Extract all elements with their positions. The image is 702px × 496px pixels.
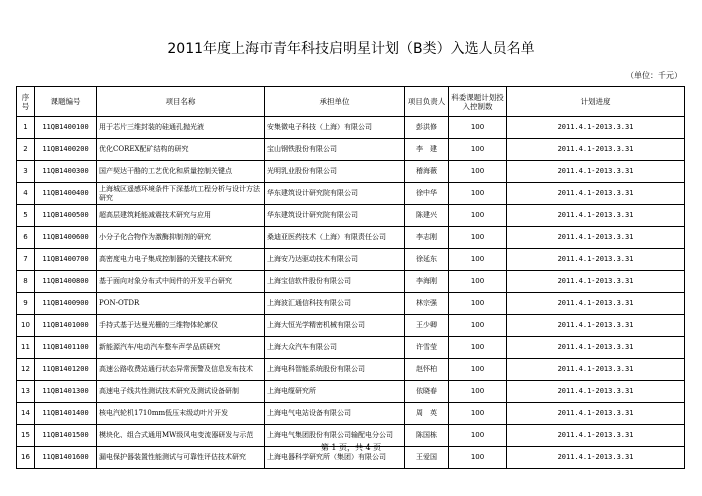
table-row: [17, 249, 685, 271]
row-person: 陈建兴: [405, 205, 449, 227]
row-project-name: 模块化、组合式通用MW级风电变流器研发与示范: [97, 425, 265, 447]
row-organization: 华东建筑设计研究院有限公司: [265, 183, 405, 205]
header-period: 计划进度: [507, 87, 685, 117]
row-code: 11QB1401300: [35, 381, 97, 403]
row-organization: 上海波汇通信科技有限公司: [265, 293, 405, 315]
row-organization: 上海电缆研究所: [265, 381, 405, 403]
row-project-name: 高密度电力电子集成控制器的关键技术研究: [97, 249, 265, 271]
row-period: 2011.4.1-2013.3.31: [507, 425, 685, 447]
header-code: 课题编号: [35, 87, 97, 117]
page-footer: 第 1 页，共 4 页: [320, 443, 382, 452]
table-row: [17, 315, 685, 337]
row-project-name: 用于芯片三维封装的硅通孔抛光液: [97, 117, 265, 139]
row-budget: 100: [449, 117, 507, 139]
table-row: [17, 271, 685, 293]
row-period: 2011.4.1-2013.3.31: [507, 271, 685, 293]
row-period: 2011.4.1-2013.3.31: [507, 161, 685, 183]
row-budget: 100: [449, 205, 507, 227]
row-code: 11QB1401400: [35, 403, 97, 425]
row-organization: 上海宝信软件股份有限公司: [265, 271, 405, 293]
row-organization: 上海电科智能系统股份有限公司: [265, 359, 405, 381]
row-period: 2011.4.1-2013.3.31: [507, 117, 685, 139]
row-project-name: 超高层建筑耗能减震技术研究与应用: [97, 205, 265, 227]
header-row: [17, 87, 685, 117]
table-row: [17, 139, 685, 161]
row-period: 2011.4.1-2013.3.31: [507, 359, 685, 381]
row-budget: 100: [449, 359, 507, 381]
row-project-name: 上海城区遥感环境条件下深基坑工程分析与设计方法研究: [97, 183, 265, 205]
row-budget: 100: [449, 139, 507, 161]
selection-table: [16, 86, 685, 469]
table-row: [17, 403, 685, 425]
row-budget: 100: [449, 381, 507, 403]
row-person: 周 英: [405, 403, 449, 425]
row-person: 许雪莹: [405, 337, 449, 359]
unit-note: （单位：千元）: [626, 71, 682, 80]
row-budget: 100: [449, 227, 507, 249]
table-row: [17, 161, 685, 183]
row-project-name: PON-OTDR: [97, 293, 265, 315]
row-person: 李志刚: [405, 227, 449, 249]
row-project-name: 新能源汽车/电动汽车整车声学品质研究: [97, 337, 265, 359]
row-seq: 5: [17, 205, 35, 227]
row-organization: 光明乳业股份有限公司: [265, 161, 405, 183]
row-period: 2011.4.1-2013.3.31: [507, 183, 685, 205]
row-code: 11QB1400200: [35, 139, 97, 161]
row-budget: 100: [449, 403, 507, 425]
document-title: 2011年度上海市青年科技启明星计划（B类）入选人员名单: [167, 41, 535, 57]
row-code: 11QB1401100: [35, 337, 97, 359]
row-project-name: 漏电保护器装置性能测试与可靠性评估技术研究: [97, 447, 265, 469]
row-person: 王少卿: [405, 315, 449, 337]
row-person: 徐中华: [405, 183, 449, 205]
header-budget: 科委课题计划投入控制数: [449, 87, 507, 117]
row-organization: 上海电气集团股份有限公司输配电分公司: [265, 425, 405, 447]
row-seq: 4: [17, 183, 35, 205]
row-period: 2011.4.1-2013.3.31: [507, 293, 685, 315]
row-budget: 100: [449, 315, 507, 337]
row-person: 赵怀柏: [405, 359, 449, 381]
row-period: 2011.4.1-2013.3.31: [507, 447, 685, 469]
header-name: 项目名称: [97, 87, 265, 117]
row-budget: 100: [449, 447, 507, 469]
row-seq: 1: [17, 117, 35, 139]
table-row: [17, 117, 685, 139]
row-budget: 100: [449, 293, 507, 315]
row-seq: 11: [17, 337, 35, 359]
row-code: 11QB1400400: [35, 183, 97, 205]
row-code: 11QB1401000: [35, 315, 97, 337]
row-person: 彭洪修: [405, 117, 449, 139]
row-organization: 桑迪亚医药技术（上海）有限责任公司: [265, 227, 405, 249]
row-organization: 上海电器科学研究所（集团）有限公司: [265, 447, 405, 469]
row-seq: 2: [17, 139, 35, 161]
row-organization: 上海大恒光学精密机械有限公司: [265, 315, 405, 337]
row-period: 2011.4.1-2013.3.31: [507, 381, 685, 403]
row-budget: 100: [449, 161, 507, 183]
row-organization: 华东建筑设计研究院有限公司: [265, 205, 405, 227]
row-period: 2011.4.1-2013.3.31: [507, 139, 685, 161]
row-code: 11QB1400300: [35, 161, 97, 183]
row-code: 11QB1400500: [35, 205, 97, 227]
row-project-name: 国产契达干酪的工艺优化和质量控制关键点: [97, 161, 265, 183]
row-budget: 100: [449, 271, 507, 293]
row-seq: 16: [17, 447, 35, 469]
row-budget: 100: [449, 425, 507, 447]
table-row: [17, 359, 685, 381]
table-row: [17, 183, 685, 205]
row-seq: 15: [17, 425, 35, 447]
row-code: 11QB1400600: [35, 227, 97, 249]
row-person: 陈国栋: [405, 425, 449, 447]
row-seq: 12: [17, 359, 35, 381]
row-person: 稽海薇: [405, 161, 449, 183]
table-row: [17, 337, 685, 359]
row-period: 2011.4.1-2013.3.31: [507, 403, 685, 425]
row-person: 李 建: [405, 139, 449, 161]
row-organization: 上海电气电站设备有限公司: [265, 403, 405, 425]
row-seq: 3: [17, 161, 35, 183]
row-code: 11QB1400900: [35, 293, 97, 315]
header-org: 承担单位: [265, 87, 405, 117]
row-seq: 9: [17, 293, 35, 315]
row-person: 依晓春: [405, 381, 449, 403]
row-code: 11QB1401200: [35, 359, 97, 381]
row-project-name: 核电汽轮机1710mm低压末级动叶片开发: [97, 403, 265, 425]
row-organization: 上海大众汽车有限公司: [265, 337, 405, 359]
row-period: 2011.4.1-2013.3.31: [507, 227, 685, 249]
row-project-name: 优化COREX配矿结构的研究: [97, 139, 265, 161]
row-project-name: 手持式基于达曼光栅的三维物体轮廓仪: [97, 315, 265, 337]
row-seq: 14: [17, 403, 35, 425]
row-organization: 宝山钢铁股份有限公司: [265, 139, 405, 161]
table-row: [17, 205, 685, 227]
row-person: 王爱国: [405, 447, 449, 469]
row-project-name: 基于面向对象分布式中间件的开发平台研究: [97, 271, 265, 293]
row-period: 2011.4.1-2013.3.31: [507, 205, 685, 227]
row-code: 11QB1401600: [35, 447, 97, 469]
table-row: [17, 227, 685, 249]
row-project-name: 高速电子线共性测试技术研究及测试设备研制: [97, 381, 265, 403]
row-budget: 100: [449, 249, 507, 271]
row-seq: 8: [17, 271, 35, 293]
row-seq: 13: [17, 381, 35, 403]
row-seq: 6: [17, 227, 35, 249]
row-budget: 100: [449, 337, 507, 359]
row-organization: 上海安乃达驱动技术有限公司: [265, 249, 405, 271]
row-code: 11QB1400800: [35, 271, 97, 293]
row-code: 11QB1401500: [35, 425, 97, 447]
row-person: 林宗强: [405, 293, 449, 315]
row-person: 李海刚: [405, 271, 449, 293]
row-project-name: 高速公路收费站通行状态异常预警及信息发布技术: [97, 359, 265, 381]
table-row: [17, 381, 685, 403]
row-seq: 10: [17, 315, 35, 337]
row-period: 2011.4.1-2013.3.31: [507, 315, 685, 337]
row-budget: 100: [449, 183, 507, 205]
row-seq: 7: [17, 249, 35, 271]
row-period: 2011.4.1-2013.3.31: [507, 337, 685, 359]
row-code: 11QB1400100: [35, 117, 97, 139]
row-project-name: 小分子化合物作为激酶抑制剂的研究: [97, 227, 265, 249]
row-organization: 安集微电子科技（上海）有限公司: [265, 117, 405, 139]
header-seq: 序号: [17, 87, 35, 117]
table-row: [17, 293, 685, 315]
header-person: 项目负责人: [405, 87, 449, 117]
row-period: 2011.4.1-2013.3.31: [507, 249, 685, 271]
row-person: 徐延东: [405, 249, 449, 271]
row-code: 11QB1400700: [35, 249, 97, 271]
